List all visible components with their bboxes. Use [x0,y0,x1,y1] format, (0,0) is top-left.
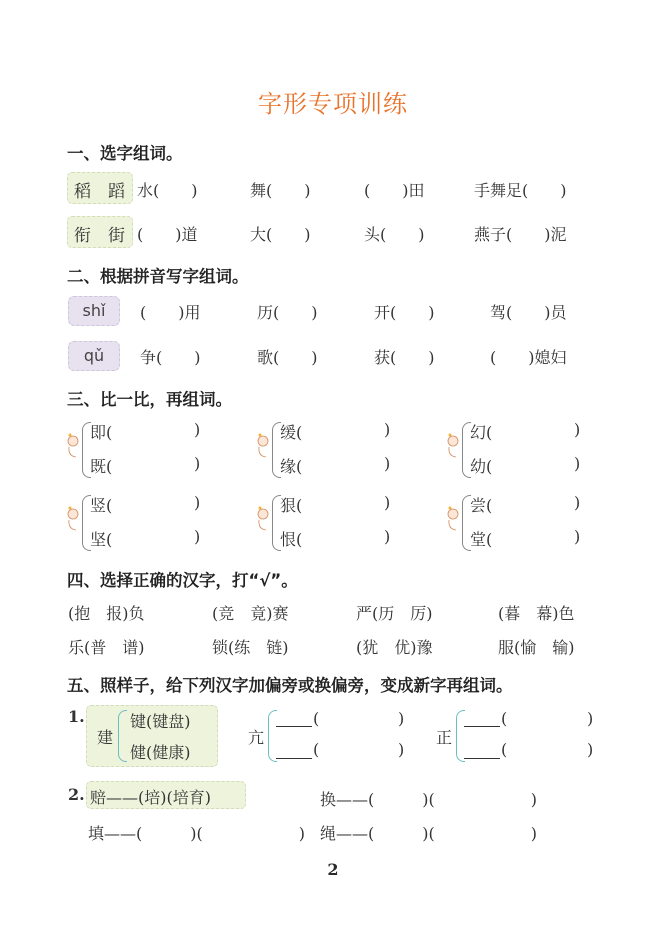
compare-group [66,420,246,480]
section-5-heading: 五、照样子，给下列汉字加偏旁或换偏旁，变成新字再组词。 [67,676,513,695]
blank-item: ( )田 [364,181,425,200]
char-b: 堂( [470,530,493,549]
task-item: 换——( )( ) [320,790,537,809]
paren-close: ) [194,454,201,473]
paren-close: ) [574,420,581,439]
blank-item: 大( ) [250,225,311,244]
compare-group [446,493,626,553]
example-text: 赔——(培)(培育) [90,788,211,807]
mascot-icon [256,505,272,533]
char-b: 既( [90,457,113,476]
blank-item: ( )道 [137,225,198,244]
item-number: 2. [68,785,85,804]
paren-close: ) [384,420,391,439]
blank-item: ( )用 [140,303,201,322]
blank-item: 开( ) [374,303,435,322]
char-b: 缘( [280,457,303,476]
paren-close: ) [398,740,405,759]
choice-item: 服(愉 输) [498,638,575,657]
compare-group [446,420,626,480]
example-root: 建 [97,728,114,747]
answer-blank[interactable] [276,725,312,727]
page-number: 2 [327,860,339,879]
blank-item: 获( ) [374,348,435,367]
paren-close: ) [194,493,201,512]
answer-blank[interactable] [464,757,500,759]
blank-item: 驾( )员 [490,303,567,322]
pinyin-badge: qǔ [68,341,120,371]
blank-item: ( )媳妇 [490,348,567,367]
answer-blank[interactable] [464,725,500,727]
paren-open: ( [501,740,508,759]
paren-close: ) [574,527,581,546]
paren-close: ) [384,454,391,473]
choice-item: 乐(普 谱) [68,638,145,657]
blank-item: 头( ) [364,225,425,244]
item-number: 1. [68,707,85,726]
choice-item: (抱 报)负 [68,604,145,623]
compare-group [66,493,246,553]
task-item: 绳——( )( ) [320,824,537,843]
mascot-icon [256,432,272,460]
mascot-icon [446,505,462,533]
mascot-icon [446,432,462,460]
paren-close: ) [574,493,581,512]
blank-item: 手舞足( ) [474,181,567,200]
blank-item: 历( ) [257,303,318,322]
brace-icon [456,710,465,762]
blank-item: 舞( ) [250,181,311,200]
choice-chars-2: 衔 街 [74,226,125,246]
char-b: 恨( [280,530,303,549]
answer-blank[interactable] [276,757,312,759]
compare-group [256,493,436,553]
paren-close: ) [574,454,581,473]
char-a: 即( [90,423,113,442]
paren-close: ) [384,493,391,512]
blank-item: 燕子( )泥 [474,225,567,244]
paren-close: ) [384,527,391,546]
paren-close: ) [194,527,201,546]
choice-item: 锁(练 链) [212,638,289,657]
paren-close: ) [398,709,405,728]
paren-close: ) [587,709,594,728]
char-a: 尝( [470,496,493,515]
choice-chars-1: 稻 蹈 [74,182,125,202]
section-4-heading: 四、选择正确的汉字，打“√”。 [67,571,298,590]
paren-open: ( [313,740,320,759]
brace-icon [118,710,127,762]
choice-item: (暮 幕)色 [498,604,575,623]
paren-close: ) [194,420,201,439]
section-2-heading: 二、根据拼音写字组词。 [67,267,249,286]
example-b: 健(健康) [130,743,191,762]
pinyin-badge: shǐ [68,296,120,326]
char-a: 竖( [90,496,113,515]
paren-open: ( [313,709,320,728]
char-b: 坚( [90,530,113,549]
compare-group [256,420,436,480]
section-3-heading: 三、比一比，再组词。 [67,390,232,409]
task-item: 填——( )( ) [88,824,305,843]
char-a: 幻( [470,423,493,442]
choice-item: 严(历 厉) [356,604,433,623]
example-a: 键(键盘) [130,712,191,731]
brace-icon [268,710,277,762]
choice-item: (竞 竟)赛 [212,604,289,623]
paren-close: ) [587,740,594,759]
char-a: 狠( [280,496,303,515]
mascot-icon [66,505,82,533]
section-1-heading: 一、选字组词。 [67,144,183,163]
blank-item: 水( ) [137,181,198,200]
choice-item: (犹 优)豫 [356,638,433,657]
mascot-icon [66,432,82,460]
paren-open: ( [501,709,508,728]
char-a: 缓( [280,423,303,442]
task-root: 亢 [248,728,265,747]
page-title: 字形专项训练 [258,90,408,118]
blank-item: 歌( ) [257,348,318,367]
char-b: 幼( [470,457,493,476]
task-root: 正 [436,728,453,747]
blank-item: 争( ) [140,348,201,367]
